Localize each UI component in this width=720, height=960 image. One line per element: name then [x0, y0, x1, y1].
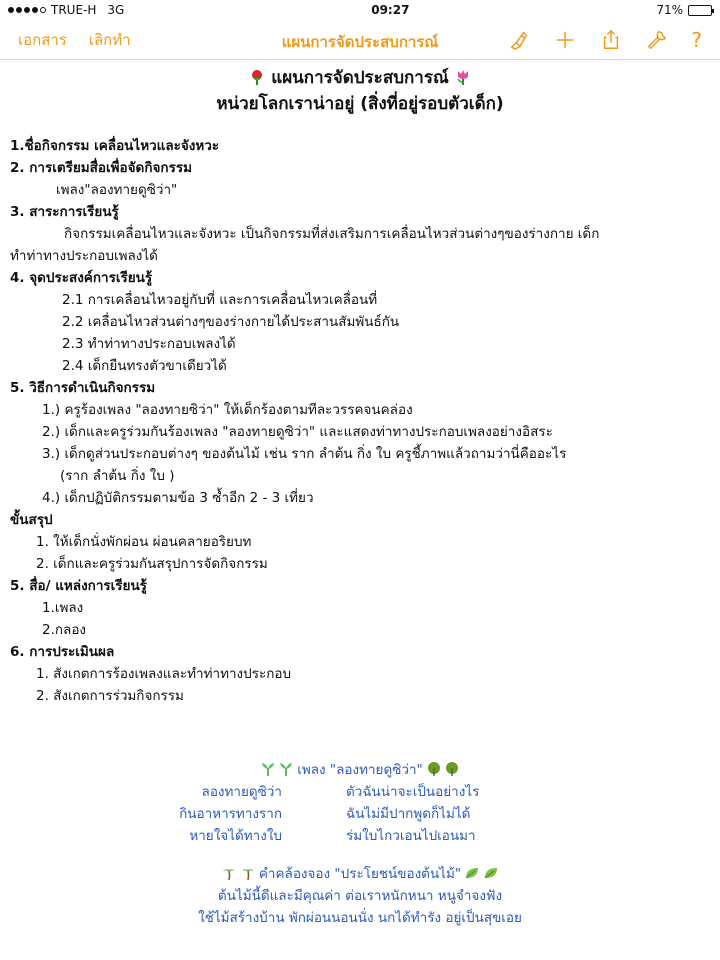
tree-icon	[445, 762, 459, 776]
plan-line: 1. สังเกตการร้องเพลงและทำท่าทางประกอบ	[36, 666, 292, 682]
help-icon[interactable]: ?	[691, 27, 702, 52]
toolbar-right	[507, 28, 702, 52]
plan-line: 6. การประเมินผล	[10, 644, 115, 660]
song-verse-left: หายใจได้ทางใบ	[189, 828, 282, 844]
status-bar	[0, 0, 720, 20]
heading-text: แผนการจัดประสบการณ์	[271, 68, 449, 88]
toolbar	[0, 20, 720, 60]
battery-icon	[688, 5, 712, 16]
carrier-name: TRUE-H	[51, 3, 97, 17]
wrench-icon[interactable]	[645, 28, 669, 52]
tulip-icon	[455, 69, 471, 85]
document-heading	[10, 65, 710, 91]
song-row	[10, 781, 710, 803]
plan-line: 2.1 การเคลื่อนไหวอยู่กับที่ และการเคลื่อนไหวเคลื่อนที่	[62, 292, 378, 308]
song-verse-right: ร่มใบไกวเอนไปเอนมา	[346, 828, 476, 844]
leaf-icon	[465, 866, 479, 880]
plan-line: 1.ชื่อกิจกรรม เคลื่อนไหวและจังหวะ	[10, 138, 220, 154]
rhyme-title-text: คำคล้องจอง "ประโยชน์ของต้นไม้"	[258, 866, 462, 882]
status-right	[656, 3, 712, 17]
status-time: 09:27	[371, 3, 410, 17]
toolbar-left	[18, 28, 131, 52]
network-type: 3G	[107, 3, 125, 17]
song-verse-right: ฉันไม่มีปากพูดก็ไม่ได้	[346, 806, 471, 822]
plan-line: กิจกรรมเคลื่อนไหวและจังหวะ เป็นกิจกรรมที่ส่งเสริมการเคลื่อนไหวส่วนต่างๆของร่างกาย เด็ก	[64, 226, 600, 242]
plan-line: 1. ให้เด็กนั่งพักผ่อน ผ่อนคลายอริยบท	[36, 534, 252, 550]
plan-line: 4. จุดประสงค์การเรียนรู้	[10, 270, 153, 286]
battery-percent: 71%	[656, 3, 683, 17]
plan-line: เพลง"ลองทายดูซิว่า"	[56, 182, 178, 198]
rose-icon	[249, 69, 265, 85]
sprout-icon	[279, 762, 293, 776]
share-icon[interactable]	[599, 28, 623, 52]
song-verse-right: ตัวฉันน่าจะเป็นอย่างไร	[346, 784, 480, 800]
song-section	[10, 759, 710, 929]
leaf-icon	[484, 866, 498, 880]
plan-line: 3. สาระการเรียนรู้	[10, 204, 119, 220]
sprout-icon	[261, 762, 275, 776]
plan-line: 5. สื่อ/ แหล่งการเรียนรู้	[10, 578, 147, 594]
plan-body	[10, 135, 710, 707]
plan-line: (ราก ลำต้น กิ่ง ใบ )	[60, 468, 175, 484]
plan-line: ทำท่าทางประกอบเพลงได้	[10, 248, 158, 264]
plan-line: ขั้นสรุป	[10, 512, 53, 528]
status-left	[8, 3, 124, 17]
documents-button[interactable]: เอกสาร	[18, 30, 67, 49]
plan-line: 2. การเตรียมสื่อเพื่อจัดกิจกรรม	[10, 160, 192, 176]
plan-line: 2.กลอง	[42, 622, 87, 638]
document-page[interactable]	[0, 61, 720, 960]
rhyme-line: ใช้ไม้สร้างบ้าน พักผ่อนนอนนั่ง นกได้ทำรัง อยู่เป็นสุขเอย	[198, 910, 522, 926]
palm-tree-icon	[222, 866, 236, 880]
plan-line: 2. เด็กและครูร่วมกันสรุปการจัดกิจกรรม	[36, 556, 268, 572]
undo-button[interactable]: เลิกทำ	[88, 30, 131, 49]
plan-line: 2.3 ทำท่าทางประกอบเพลงได้	[62, 336, 236, 352]
song-title	[10, 759, 710, 781]
plan-line: 4.) เด็กปฏิบัติกรรมตามข้อ 3 ซ้ำอีก 2 - 3 เที่ยว	[42, 490, 314, 506]
document-title: แผนการจัดประสบการณ์	[281, 33, 439, 51]
plan-line: 1.) ครูร้องเพลง "ลองทายซิว่า" ให้เด็กร้องตามทีละวรรคจนคล่อง	[42, 402, 413, 418]
song-row	[10, 825, 710, 847]
unit-heading: หน่วยโลกเราน่าอยู่ (สิ่งที่อยู่รอบตัวเด็ก)	[216, 94, 504, 114]
plan-line: 3.) เด็กดูส่วนประกอบต่างๆ ของต้นไม้ เช่น ราก ลำต้น กิ่ง ใบ ครูชี้ภาพแล้วถามว่านี่คืออะไร	[42, 446, 567, 462]
rhyme-line: ต้นไม้นี้ดีและมีคุณค่า ต่อเราหนักหนา หนูจำจงฟัง	[217, 888, 503, 904]
plan-line: 2.4 เด็กยืนทรงตัวขาเดียวได้	[62, 358, 227, 374]
plan-line: 1.เพลง	[42, 600, 84, 616]
song-row	[10, 803, 710, 825]
tree-icon	[427, 762, 441, 776]
plan-line: 2. สังเกตการร่วมกิจกรรม	[36, 688, 184, 704]
signal-strength-icon	[8, 7, 46, 13]
paintbrush-icon[interactable]	[507, 28, 531, 52]
plan-line: 2.2 เคลื่อนไหวส่วนต่างๆของร่างกายได้ประสานสัมพันธ์กัน	[62, 314, 400, 330]
song-verse-left: ลองทายดูซิว่า	[201, 784, 282, 800]
rhyme-title	[10, 863, 710, 885]
song-verse-left: กินอาหารทางราก	[179, 806, 282, 822]
plan-line: 2.) เด็กและครูร่วมกันร้องเพลง "ลองทายดูซิว่า" และแสดงท่าทางประกอบเพลงอย่างอิสระ	[42, 424, 553, 440]
plan-line: 5. วิธีการดำเนินกิจกรรม	[10, 380, 156, 396]
palm-tree-icon	[241, 866, 255, 880]
plus-icon[interactable]	[553, 28, 577, 52]
song-title-text: เพลง "ลองทายดูซิว่า"	[297, 762, 423, 778]
